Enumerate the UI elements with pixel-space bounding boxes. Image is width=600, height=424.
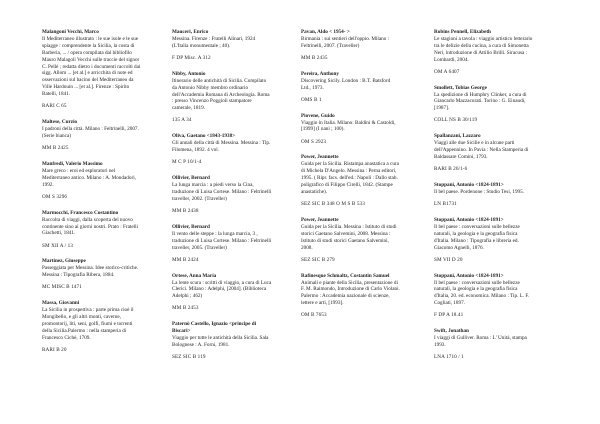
- catalog-entry: [301, 113, 401, 146]
- entry-author: Pavan, Aldo < 1954- >: [301, 29, 350, 35]
- entry-author: Massa, Giovanni: [42, 300, 80, 307]
- entry-author: Ollivier, Bernard: [172, 223, 210, 230]
- entry-author: Swift, Jonathan: [434, 328, 469, 335]
- entry-description: Guida per la Sicilia. Messina : Istituto di studi storici Gaetano Salvemini, 2008. Messina : Istituto di studi storici Gaetano Salvemini, 2008.: [301, 223, 397, 251]
- catalog-entry: [434, 182, 534, 208]
- entry-author: Ortese, Anna Maria: [172, 272, 217, 279]
- entry-shelfmark: OM S 3296: [42, 193, 68, 200]
- catalog-entry: [434, 29, 534, 76]
- entry-author: Power, Jeannette: [301, 154, 339, 161]
- entry-author: Power, Jeannette: [301, 216, 339, 223]
- catalog-entry: [42, 119, 142, 152]
- entry-shelfmark: OMS B 1: [301, 96, 322, 103]
- entry-author: Pereira, Anthony: [301, 70, 339, 77]
- column-3: [301, 29, 401, 319]
- entry-shelfmark: SEZ SIC B 119: [172, 354, 206, 361]
- entry-shelfmark: MM B 2425: [42, 145, 69, 152]
- entry-author: Malangoni Vecchi, Marco: [42, 29, 99, 35]
- entry-description: Itinerario delle antichità di Sicilia. Compilato da Antonio Nibby membro ordinario dell'Accademia Romana di Archeologia. Roma : presso Vincenzo Poggioli stampatore camerale, 1819.: [172, 77, 270, 112]
- entry-description: Raccolta di viaggi, dalla scoperta del nuovo continente sino ai giorni nostri. Prato : Fratelli Giachetti, 1841.: [42, 216, 138, 237]
- entry-description: Il bel paese : conversazioni sulle bellezze naturali, la geologia e la geografia fisica d'Italia. Milano : Tipografia e libreria ed. Giacomo Agnelli, 1876.: [434, 223, 520, 251]
- entry-description: Le stagioni a tavola : viaggio artistico letterario tra le delizie della cucina, a cura di Simonetta Neri, introduzione di Attilio Brilli. Siracusa : Lombardi, 2004.: [434, 35, 533, 63]
- entry-shelfmark: RARI B 26/1-6: [434, 166, 468, 173]
- catalog-entry: [172, 321, 272, 361]
- column-1: [42, 29, 142, 354]
- entry-author: Manfredi, Valerio Massimo: [42, 160, 103, 167]
- entry-author: Nibby, Antonio: [172, 70, 206, 77]
- entry-description: Il bel paese. Pordenone : Studio Tesi, 1995.: [434, 188, 525, 195]
- entry-description: Birmania : sui sentieri dell'oppio. Milano : Feltrinelli, 2007. (Traveller): [301, 35, 390, 49]
- entry-author: Smollett, Tobias George: [434, 84, 487, 91]
- catalog-entry: [301, 29, 401, 62]
- entry-shelfmark: RARI B 20: [42, 346, 67, 353]
- catalog-entry: [301, 273, 401, 320]
- entry-description: Il Mediterraneo illustrato : le sue isole e le sue spiagge : comprendente la Sicilia, la costa di Barberia, ... / opera compilata dal bibliofilo Mauro Malagoli Vecchi sulle traccie del signor C. Pellé ; redatta dietro i documenti raccolti dai sigg. Allom ... [et al.] e arricchita di note ed osservazioni sul bacino del Mediterraneo da Ville Hardouin ... [et al.]. Firenze : Spirito Batelli, 1841.: [42, 35, 141, 98]
- entry-shelfmark: MM B 2435: [301, 54, 328, 61]
- catalog-entry: [172, 273, 272, 313]
- entry-description: Guida per la Sicilia. Ristampa anastatica a cura di Michela D'Angelo. Messina : Perna editori, 1995. ( Ripr. facs. dell'ed.: Napoli : Dallo stab. poligrafico di Filippo Cirelli, 1842. (Stampe anastatiche).: [301, 161, 399, 195]
- entry-shelfmark: F DP Misc. A 312: [172, 54, 211, 61]
- entry-description: Il vento delle steppe : la lunga marcia, 3 , traduzione di Luisa Cortese. Milano : Feltrinelli traveller, 2005. (Traveller): [172, 230, 272, 251]
- entry-shelfmark: MC MISC B 1471: [42, 284, 82, 291]
- column-2: [172, 29, 272, 361]
- catalog-entry: [434, 85, 534, 125]
- catalog-entry: [172, 29, 272, 62]
- catalog-entry: [42, 161, 142, 201]
- entry-shelfmark: SM VII D 20: [434, 256, 463, 263]
- catalog-entry: [434, 133, 534, 173]
- entry-author: Piovene, Guido: [301, 112, 335, 119]
- entry-shelfmark: OM B 7653: [301, 312, 327, 319]
- catalog-entry: [301, 71, 401, 104]
- catalog-entry: [42, 29, 142, 110]
- catalog-entry: [301, 154, 401, 208]
- entry-author: Paternò Castello, Ignazio <principe di Biscari>: [172, 321, 257, 335]
- entry-author: Oliva, Gaetano <1843-1938>: [172, 133, 236, 140]
- entry-description: La spedizione di Humphry Clinker, a cura di Giancarlo Mazzacurati. Torino : G. Einaudi, [1987].: [434, 91, 527, 112]
- entry-description: La lunga marcia : a piedi verso la Cina, traduzione di Luisa Cortese. Milano : Feltrinelli traveller, 2002. (Traveller): [172, 182, 272, 202]
- catalog-entry: [172, 133, 272, 166]
- entry-shelfmark: 135 A 34: [172, 117, 192, 124]
- catalog-entry: [42, 258, 142, 291]
- entry-shelfmark: SEZ SIC B 279: [301, 256, 335, 263]
- entry-shelfmark: M C P 10/1-4: [172, 159, 202, 166]
- entry-description: La Sicilia in prospettiva : parte prima cioè il Mongibello, e gli altri monti, caverne, promontorij, liti, seni, golfi, fiumi e torrenti della Sicilia.Palermo : nella stamperia di Francesco Cichè, 1709.: [42, 307, 134, 341]
- entry-shelfmark: OM A 6407: [434, 68, 460, 75]
- entry-description: I viaggi di Gulliver. Roma : L' Unità, stampa 1993.: [434, 335, 527, 349]
- entry-description: Messina. Firenze : Fratelli Alinari, 1924 (L'Italia monumentale ; 40).: [172, 35, 256, 49]
- entry-shelfmark: MM B 2438: [172, 207, 199, 214]
- entry-description: Viaggio per tutte le antichità della Sicilia. Sala Bolognese : A. Forni, 1981.: [172, 335, 269, 349]
- entry-description: I padroni della città. Milano : Feltrinelli, 2007. (Serie bianca): [42, 126, 139, 139]
- entry-description: Animali e piante della Sicilia, presentazione di F. M. Raimondo, Introduzione di Carlo Violani. Palermo : Accademia nazionale di scienze, lettere e arti, [1993].: [301, 279, 400, 307]
- entry-description: Passeggiata per Messina. Idee storico-critiche. Messina : Tipografia Ribera, 1884.: [42, 265, 139, 279]
- entry-author: Stoppani, Antonio <1824-1891>: [434, 216, 504, 223]
- entry-shelfmark: MM B 2424: [172, 256, 199, 263]
- entry-author: Ollivier, Bernard: [172, 175, 210, 182]
- entry-author: Stoppani, Antonio <1824-1891>: [434, 272, 504, 279]
- entry-author: Rafinesque Schmaltz, Costantin Samuel: [301, 272, 390, 279]
- entry-author: Martinez, Giuseppe: [42, 258, 86, 265]
- entry-description: La lente scura : scritti di viaggio, a cura di Luca Clerici. Milano : Adelphi, [2004]. (Biblioteca Adelphi ; 462): [172, 279, 272, 300]
- entry-description: Gli annali della città di Messina. Messina : Tip. Filomena, 1892. 4 vol.: [172, 140, 271, 154]
- entry-description: Mare greco : eroi ed esploratori nel Mediterraneo antico. Milano : A. Mondadori, 1992.: [42, 167, 136, 188]
- entry-shelfmark: SM XII A / 13: [42, 242, 73, 249]
- entry-shelfmark: LNA 1710 / 1: [434, 354, 464, 361]
- catalog-entry: [434, 328, 534, 361]
- catalog-entry: [172, 71, 272, 125]
- catalog-entry: [434, 273, 534, 320]
- entry-description: Viaggio in Italia. Milano: Baldini & Castoldi, [1999] (I nani ; 100).: [301, 119, 396, 133]
- entry-shelfmark: SEZ SIC B 348 O M S B 533: [301, 201, 365, 208]
- catalog-entry: [42, 210, 142, 250]
- catalog-entry: [434, 217, 534, 264]
- column-4: [434, 29, 534, 361]
- entry-shelfmark: F DP A 18.41: [434, 312, 464, 319]
- entry-shelfmark: OM S 2923: [301, 138, 327, 145]
- entry-description: Il bel paese : conversazioni sulle bellezze naturali, la geologia e la geografia fisica d'Italia, 20. ed. economica. Milano : Tip. L. F. Cogliati, 1897.: [434, 279, 530, 307]
- entry-author: Mauceri, Enrico: [172, 29, 209, 35]
- entry-description: Discovering Sicily. London : B.T. Batsford Ltd., 1973.: [301, 77, 391, 91]
- entry-author: Maltese, Curzio: [42, 119, 78, 126]
- catalog-entry: [301, 217, 401, 264]
- entry-author: Stoppani, Antonio <1824-1891>: [434, 182, 504, 189]
- entry-shelfmark: LN B1731: [434, 201, 457, 208]
- entry-shelfmark: RARI C 65: [42, 103, 67, 110]
- entry-author: Marmocchi, Francesco Costantino: [42, 209, 119, 216]
- catalog-entry: [42, 300, 142, 354]
- entry-author: Robins Pennell, Elizabeth: [434, 29, 491, 35]
- entry-author: Spallanzani, Lazzaro: [434, 133, 481, 140]
- entry-shelfmark: COLL NS B 30/119: [434, 117, 478, 124]
- catalog-entry: [172, 175, 272, 215]
- catalog-entry: [172, 224, 272, 264]
- entry-shelfmark: MM B 2453: [172, 305, 199, 312]
- entry-description: Viaggi alle due Sicilie e in alcune parti dell'Appennino. In Pavia : Nella Stamperia di Baldassare Comini, 1793.: [434, 140, 529, 161]
